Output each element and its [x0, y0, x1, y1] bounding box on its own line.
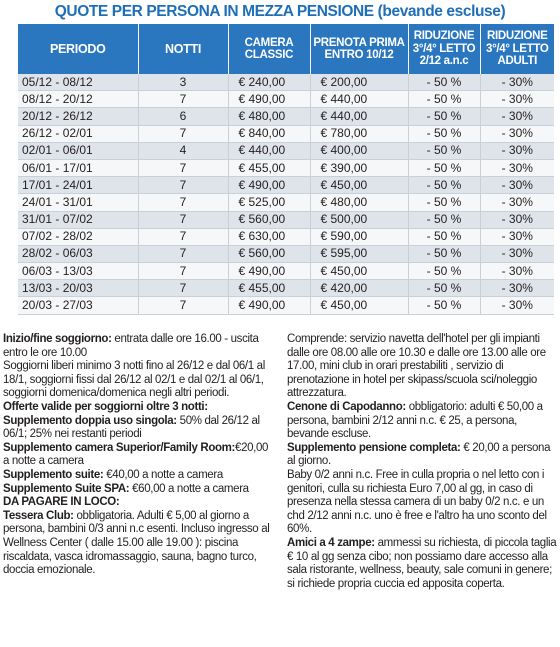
cell-notti: 7: [138, 245, 228, 262]
cell-periodo: 06/01 - 17/01: [18, 159, 138, 176]
cell-notti: 7: [138, 263, 228, 280]
cell-prenota-prima: € 420,00: [310, 280, 408, 297]
cell-camera-classic: € 240,00: [228, 74, 310, 91]
cell-camera-classic: € 490,00: [228, 263, 310, 280]
cell-riduzione-bambini: - 50 %: [408, 125, 480, 142]
cell-riduzione-bambini: - 50 %: [408, 245, 480, 262]
cell-riduzione-adulti: - 30%: [480, 228, 554, 245]
cell-riduzione-adulti: - 30%: [480, 177, 554, 194]
conditions-right-column: [287, 333, 557, 591]
cell-camera-classic: € 490,00: [228, 297, 310, 314]
cell-riduzione-adulti: - 30%: [480, 297, 554, 314]
cell-riduzione-bambini: - 50 %: [408, 297, 480, 314]
included-services-note: Comprende: servizio navetta dell'hotel per gli impianti dalle ore 08.00 alle ore 10.30 e dalle ore 13.00 alle ore 17.00, mini club in orari prestabiliti , servizio di prenotazione in hotel per skipass/scuola sci/noleggio attrezzatura.: [287, 333, 546, 400]
cell-riduzione-adulti: - 30%: [480, 74, 554, 91]
offers-heading: Offerte valide per soggiorni oltre 3 notti:: [3, 400, 208, 413]
cell-prenota-prima: € 400,00: [310, 142, 408, 159]
table-row: [18, 177, 554, 194]
cell-notti: 7: [138, 211, 228, 228]
cell-notti: 7: [138, 194, 228, 211]
cell-riduzione-adulti: - 30%: [480, 194, 554, 211]
cell-prenota-prima: € 200,00: [310, 74, 408, 91]
cell-periodo: 13/03 - 20/03: [18, 280, 138, 297]
cell-periodo: 24/01 - 31/01: [18, 194, 138, 211]
table-row: [18, 245, 554, 262]
cell-camera-classic: € 455,00: [228, 280, 310, 297]
cell-prenota-prima: € 590,00: [310, 228, 408, 245]
cell-notti: 7: [138, 280, 228, 297]
cell-riduzione-adulti: - 30%: [480, 142, 554, 159]
cell-periodo: 26/12 - 02/01: [18, 125, 138, 142]
cell-notti: 7: [138, 125, 228, 142]
cell-riduzione-adulti: - 30%: [480, 211, 554, 228]
pets-policy-note: Amici a 4 zampe: ammessi su richiesta, di piccola taglia € 10 al gg senza cibo; non possiamo dare accesso alla sala ristorante, wellness, beauty, sale comuni in genere; si richiede propria cuccia ed apposita coperta.: [287, 536, 557, 590]
suite-supplement: Supplemento suite: €40,00 a notte a camera: [3, 468, 223, 481]
cell-riduzione-adulti: - 30%: [480, 245, 554, 262]
table-row: [18, 263, 554, 280]
header-prenota-prima: PRENOTA PRIMA ENTRO 10/12: [310, 24, 408, 74]
cell-riduzione-adulti: - 30%: [480, 280, 554, 297]
cell-prenota-prima: € 780,00: [310, 125, 408, 142]
cell-riduzione-adulti: - 30%: [480, 91, 554, 108]
table-row: [18, 108, 554, 125]
cell-riduzione-adulti: - 30%: [480, 108, 554, 125]
cell-riduzione-adulti: - 30%: [480, 263, 554, 280]
cell-prenota-prima: € 440,00: [310, 91, 408, 108]
cell-camera-classic: € 560,00: [228, 211, 310, 228]
header-notti: NOTTI: [138, 24, 228, 74]
single-use-supplement: Supplemento doppia uso singola: 50% dal 26/12 al 06/1; 25% nei restanti periodi: [3, 414, 260, 441]
stay-rules-note: Soggiorni liberi minimo 3 notti fino al 26/12 e dal 06/1 al 18/1, soggiorni fissi dal 26/12 al 02/1 e dal 02/1 al 06/1, soggiorni domenica/domenica negli altri periodi.: [3, 360, 265, 400]
header-camera-classic: CAMERA CLASSIC: [228, 24, 310, 74]
table-row: [18, 125, 554, 142]
table-row: [18, 280, 554, 297]
header-riduzione-adulti: RIDUZIONE 3°/4° LETTO ADULTI: [480, 24, 554, 74]
cell-notti: 6: [138, 108, 228, 125]
cell-prenota-prima: € 440,00: [310, 108, 408, 125]
cell-notti: 4: [138, 142, 228, 159]
cell-camera-classic: € 440,00: [228, 142, 310, 159]
cell-camera-classic: € 630,00: [228, 228, 310, 245]
table-row: [18, 297, 554, 314]
cell-prenota-prima: € 500,00: [310, 211, 408, 228]
cell-notti: 7: [138, 297, 228, 314]
cell-periodo: 08/12 - 20/12: [18, 91, 138, 108]
cell-periodo: 07/02 - 28/02: [18, 228, 138, 245]
cell-notti: 7: [138, 177, 228, 194]
baby-policy-note: Baby 0/2 anni n.c. Free in culla propria o nel letto con i genitori, culla su richiesta Euro 7,00 al gg, in caso di presenza nella stessa camera di un baby 0/2 n.c. e un chd 2/12 anni n.c. uno è free e l'altro ha uno sconto del 60%.: [287, 468, 547, 536]
cell-periodo: 28/02 - 06/03: [18, 245, 138, 262]
cell-prenota-prima: € 450,00: [310, 297, 408, 314]
table-row: [18, 211, 554, 228]
rates-table: [18, 24, 554, 315]
cell-camera-classic: € 455,00: [228, 159, 310, 176]
price-list-title: QUOTE PER PERSONA IN MEZZA PENSIONE (bevande escluse): [54, 3, 506, 20]
cell-riduzione-adulti: - 30%: [480, 125, 554, 142]
cell-riduzione-bambini: - 50 %: [408, 159, 480, 176]
cell-camera-classic: € 840,00: [228, 125, 310, 142]
cell-periodo: 17/01 - 24/01: [18, 177, 138, 194]
cell-notti: 7: [138, 159, 228, 176]
cell-riduzione-bambini: - 50 %: [408, 91, 480, 108]
cell-prenota-prima: € 450,00: [310, 263, 408, 280]
cell-periodo: 31/01 - 07/02: [18, 211, 138, 228]
cell-notti: 3: [138, 74, 228, 91]
cell-notti: 7: [138, 228, 228, 245]
cell-prenota-prima: € 450,00: [310, 177, 408, 194]
cell-camera-classic: € 490,00: [228, 91, 310, 108]
cell-notti: 7: [138, 91, 228, 108]
full-board-supplement: Supplemento pensione completa: € 20,00 a persona al giorno.: [287, 441, 551, 468]
cell-riduzione-bambini: - 50 %: [408, 177, 480, 194]
table-row: [18, 142, 554, 159]
club-card-note: Tessera Club: obbligatoria. Adulti € 5,00 al giorno a persona, bambini 0/3 anni n.c esenti. Incluso ingresso al Wellness Center ( dalle 15.00 alle 19.00 ): piscina riscaldata, vasca idromassaggio, sauna, bagno turco, doccia emozionale.: [3, 509, 270, 577]
cell-camera-classic: € 490,00: [228, 177, 310, 194]
cell-riduzione-bambini: - 50 %: [408, 194, 480, 211]
check-in-out-note: Inizio/fine soggiorno: entrata dalle ore 16.00 - uscita entro le ore 10.00: [3, 333, 259, 359]
pay-on-site-heading: DA PAGARE IN LOCO:: [3, 496, 120, 509]
table-row: [18, 228, 554, 245]
header-riduzione-bambini: RIDUZIONE 3°/4° LETTO 2/12 a.n.c: [408, 24, 480, 74]
cell-prenota-prima: € 595,00: [310, 245, 408, 262]
conditions-left-column: [3, 333, 271, 578]
rates-table-header-row: [18, 24, 554, 74]
cell-prenota-prima: € 390,00: [310, 159, 408, 176]
cell-prenota-prima: € 480,00: [310, 194, 408, 211]
cell-camera-classic: € 480,00: [228, 108, 310, 125]
table-row: [18, 194, 554, 211]
header-periodo: PERIODO: [18, 24, 138, 74]
cell-riduzione-bambini: - 50 %: [408, 263, 480, 280]
cell-riduzione-bambini: - 50 %: [408, 228, 480, 245]
superior-room-supplement: Supplemento camera Superior/Family Room:€20,00 a notte a camera: [3, 441, 269, 468]
cell-riduzione-bambini: - 50 %: [408, 74, 480, 91]
suite-spa-supplement: Supplemento Suite SPA: €60,00 a notte a camera: [3, 482, 249, 495]
cell-camera-classic: € 525,00: [228, 194, 310, 211]
cell-periodo: 20/12 - 26/12: [18, 108, 138, 125]
cell-riduzione-bambini: - 50 %: [408, 142, 480, 159]
new-year-dinner-note: Cenone di Capodanno: obbligatorio: adulti € 50,00 a persona, bambini 2/12 anni n.c. € 25, a persona, bevande escluse.: [287, 400, 543, 441]
table-row: [18, 74, 554, 91]
table-row: [18, 159, 554, 176]
cell-riduzione-bambini: - 50 %: [408, 280, 480, 297]
rates-table-body: [18, 74, 554, 314]
cell-periodo: 06/03 - 13/03: [18, 263, 138, 280]
cell-periodo: 20/03 - 27/03: [18, 297, 138, 314]
cell-camera-classic: € 560,00: [228, 245, 310, 262]
table-row: [18, 91, 554, 108]
cell-riduzione-adulti: - 30%: [480, 159, 554, 176]
cell-riduzione-bambini: - 50 %: [408, 108, 480, 125]
cell-riduzione-bambini: - 50 %: [408, 211, 480, 228]
cell-periodo: 02/01 - 06/01: [18, 142, 138, 159]
cell-periodo: 05/12 - 08/12: [18, 74, 138, 91]
